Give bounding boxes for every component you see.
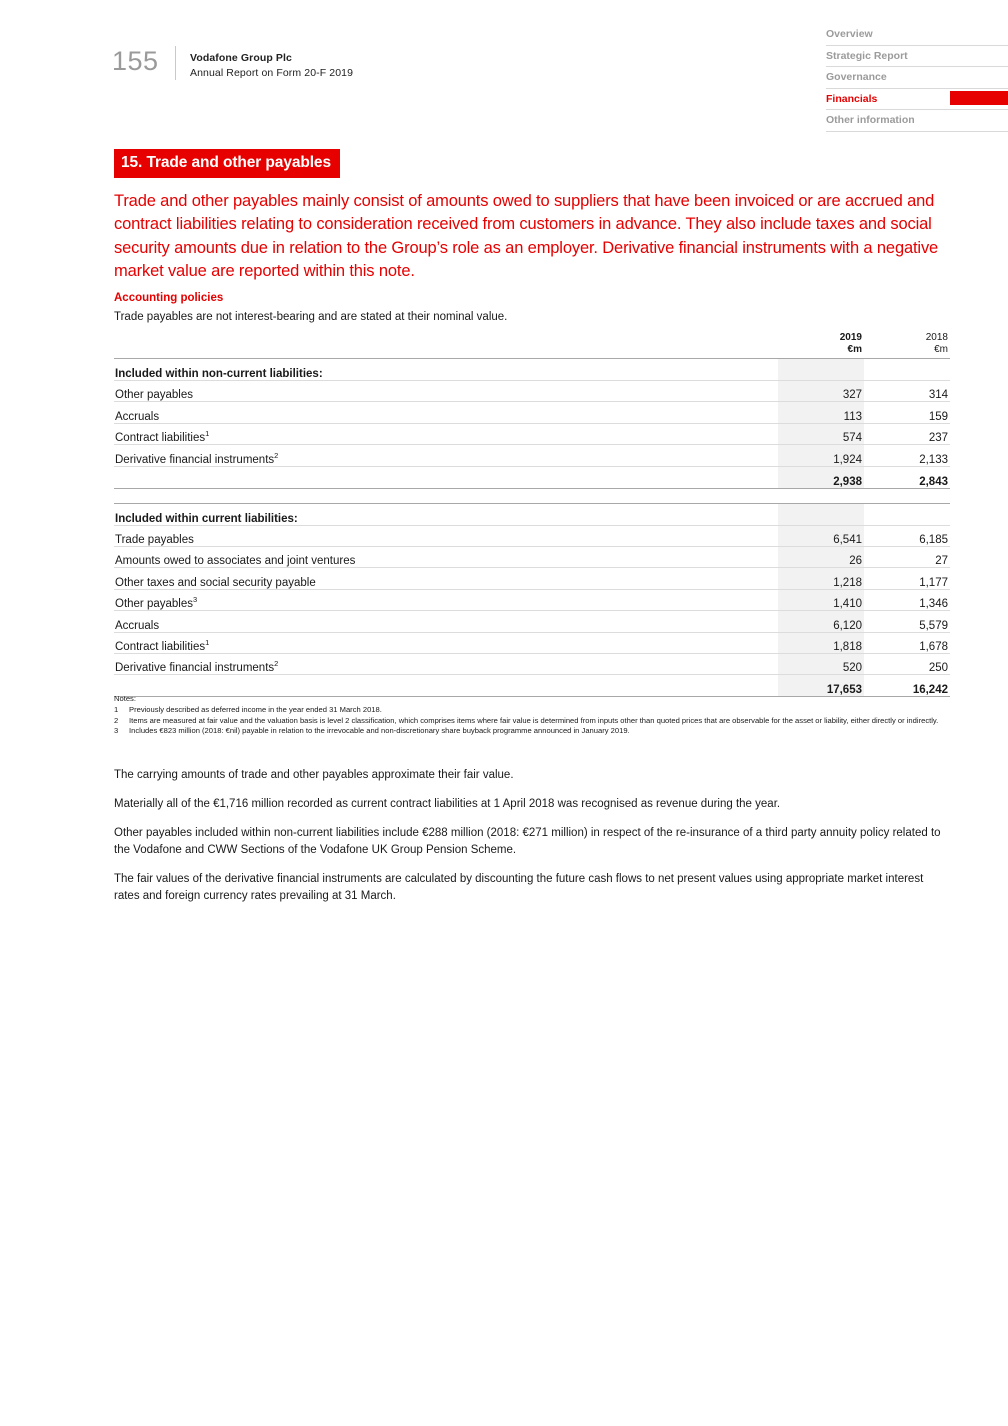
- table-header-blank: [114, 332, 778, 359]
- row-label: Other payables: [114, 381, 778, 402]
- table-row: [114, 611, 950, 632]
- nav-item-other-information[interactable]: Other information: [826, 110, 1008, 132]
- footnotes: [114, 694, 952, 737]
- table-spacer-row: [114, 488, 950, 503]
- subheading-current: Included within current liabilities:: [114, 503, 778, 525]
- row-value-2019: 574: [778, 423, 864, 444]
- row-label: Accruals: [114, 611, 778, 632]
- subheading-spacer-2018: [864, 503, 950, 525]
- row-value-2019: 1,218: [778, 568, 864, 589]
- header-unit-2018: €m: [934, 343, 948, 355]
- total-value-2018: 16,242: [864, 675, 950, 697]
- row-label: Other taxes and social security payable: [114, 568, 778, 589]
- subheading-spacer-2019: [778, 359, 864, 381]
- row-label-cell: [114, 589, 778, 610]
- total-value-2019: 2,938: [778, 466, 864, 488]
- row-label-footnote: 2: [274, 659, 279, 669]
- footnote-text: Items are measured at fair value and the valuation basis is level 2 classification, which comprises items where fair value is determined from inputs other than quoted prices that are observable for the asset or liability, either directly or indirectly.: [129, 715, 939, 725]
- table-row: [114, 381, 950, 402]
- footnote-number: 1: [114, 705, 119, 715]
- row-label-footnote: 1: [205, 429, 210, 439]
- row-value-2019: 113: [778, 402, 864, 423]
- row-value-2019: 1,818: [778, 632, 864, 653]
- page-header: [0, 24, 1008, 134]
- row-value-2018: 237: [864, 423, 950, 444]
- row-value-2018: 314: [864, 381, 950, 402]
- spacer-2018: [864, 488, 950, 503]
- table-row: [114, 589, 950, 610]
- row-label: Other payables: [115, 598, 193, 611]
- paragraph-other-payables: Other payables included within non-current liabilities include €288 million (2018: €271 million) in respect of the re-insurance of a third party annuity policy related to the Vodafone and CWW Sections of the Vodafone UK Group Pension Scheme.: [114, 827, 941, 856]
- row-value-2019: 520: [778, 653, 864, 674]
- paragraph-carrying-amounts: The carrying amounts of trade and other payables approximate their fair value.: [114, 769, 514, 781]
- row-label: Derivative financial instruments: [115, 662, 275, 675]
- footnote-text: Includes €823 million (2018: €nil) payable in relation to the irrevocable and non-discretionary share buyback programme announced in January 2019.: [129, 726, 630, 736]
- table-header-2019: [778, 332, 864, 359]
- total-label: [114, 466, 778, 488]
- row-value-2019: 1,924: [778, 445, 864, 466]
- table-row: [114, 445, 950, 466]
- row-value-2018: 6,185: [864, 525, 950, 546]
- row-value-2019: 6,120: [778, 611, 864, 632]
- row-value-2019: 26: [778, 546, 864, 567]
- company-name: Vodafone Group Plc: [190, 52, 292, 64]
- accounting-policies-heading: Accounting policies: [114, 292, 224, 304]
- row-label-cell: [114, 423, 778, 444]
- footnote-item: [114, 716, 952, 726]
- row-value-2019: 6,541: [778, 525, 864, 546]
- row-value-2018: 27: [864, 546, 950, 567]
- table-row: [114, 546, 950, 567]
- table-row: [114, 402, 950, 423]
- row-label: Derivative financial instruments: [115, 453, 275, 466]
- table-subheading-row: [114, 503, 950, 525]
- footnote-number: 3: [114, 726, 119, 736]
- table-row: [114, 632, 950, 653]
- row-label-cell: [114, 653, 778, 674]
- section-nav: [826, 24, 1008, 132]
- row-value-2018: 5,579: [864, 611, 950, 632]
- subheading-non-current: Included within non-current liabilities:: [114, 359, 778, 381]
- paragraph-fair-values: The fair values of the derivative financial instruments are calculated by discounting the future cash flows to net present values using appropriate market interest rates and foreign currency rates prevailing at 31 March.: [114, 873, 924, 902]
- nav-item-financials[interactable]: Financials: [826, 89, 1008, 111]
- row-label: Contract liabilities: [115, 640, 206, 653]
- row-label: Trade payables: [114, 525, 778, 546]
- nav-item-strategic-report[interactable]: Strategic Report: [826, 46, 1008, 68]
- page-number: 155: [112, 46, 159, 76]
- total-value-2018: 2,843: [864, 466, 950, 488]
- table-row: [114, 525, 950, 546]
- row-label: Accruals: [114, 402, 778, 423]
- footnotes-title: Notes:: [114, 694, 136, 703]
- section-intro: Trade and other payables mainly consist of amounts owed to suppliers that have been invoiced or are accrued and contract liabilities relating to consideration received from customers in advance. They also include taxes and social security amounts due in relation to the Group’s role as an employer. Derivative financial instruments with a negative market value are reported within this note.: [114, 192, 939, 281]
- row-value-2018: 2,133: [864, 445, 950, 466]
- table-header-2018: [864, 332, 950, 359]
- row-label-footnote: 2: [274, 450, 279, 460]
- row-value-2018: 250: [864, 653, 950, 674]
- nav-item-governance[interactable]: Governance: [826, 67, 1008, 89]
- row-label-footnote: 3: [193, 595, 198, 605]
- row-value-2018: 1,678: [864, 632, 950, 653]
- table-row: [114, 568, 950, 589]
- header-year-2018: 2018: [925, 332, 948, 343]
- total-value-2019: 17,653: [778, 675, 864, 697]
- header-divider: [175, 46, 176, 80]
- paragraph-contract-liabilities: Materially all of the €1,716 million recorded as current contract liabilities at 1 April 2018 was recognised as revenue during the year.: [114, 798, 781, 810]
- subheading-spacer-2019: [778, 503, 864, 525]
- section-title: 15. Trade and other payables: [114, 149, 340, 178]
- payables-table: [114, 332, 950, 697]
- footnote-number: 2: [114, 715, 119, 725]
- spacer-2019: [778, 488, 864, 503]
- table-total-row: [114, 466, 950, 488]
- row-label-cell: [114, 632, 778, 653]
- footnote-item: [114, 705, 952, 715]
- footnote-text: Previously described as deferred income in the year ended 31 March 2018.: [129, 705, 382, 715]
- row-value-2019: 1,410: [778, 589, 864, 610]
- row-label-footnote: 1: [205, 638, 210, 648]
- row-value-2018: 159: [864, 402, 950, 423]
- row-value-2018: 1,177: [864, 568, 950, 589]
- row-label-cell: [114, 445, 778, 466]
- subheading-spacer-2018: [864, 359, 950, 381]
- table-subheading-row: [114, 359, 950, 381]
- nav-item-overview[interactable]: Overview: [826, 24, 1008, 46]
- header-unit-2019: €m: [847, 343, 862, 355]
- spacer-label: [114, 488, 778, 503]
- row-label: Amounts owed to associates and joint ventures: [114, 546, 778, 567]
- row-value-2019: 327: [778, 381, 864, 402]
- table-row: [114, 653, 950, 674]
- header-year-2019: 2019: [839, 332, 862, 343]
- row-value-2018: 1,346: [864, 589, 950, 610]
- table-row: [114, 423, 950, 444]
- footnote-item: [114, 726, 952, 736]
- accounting-policies-text: Trade payables are not interest-bearing and are stated at their nominal value.: [114, 311, 508, 323]
- row-label: Contract liabilities: [115, 432, 206, 445]
- document-name: Annual Report on Form 20-F 2019: [190, 67, 354, 79]
